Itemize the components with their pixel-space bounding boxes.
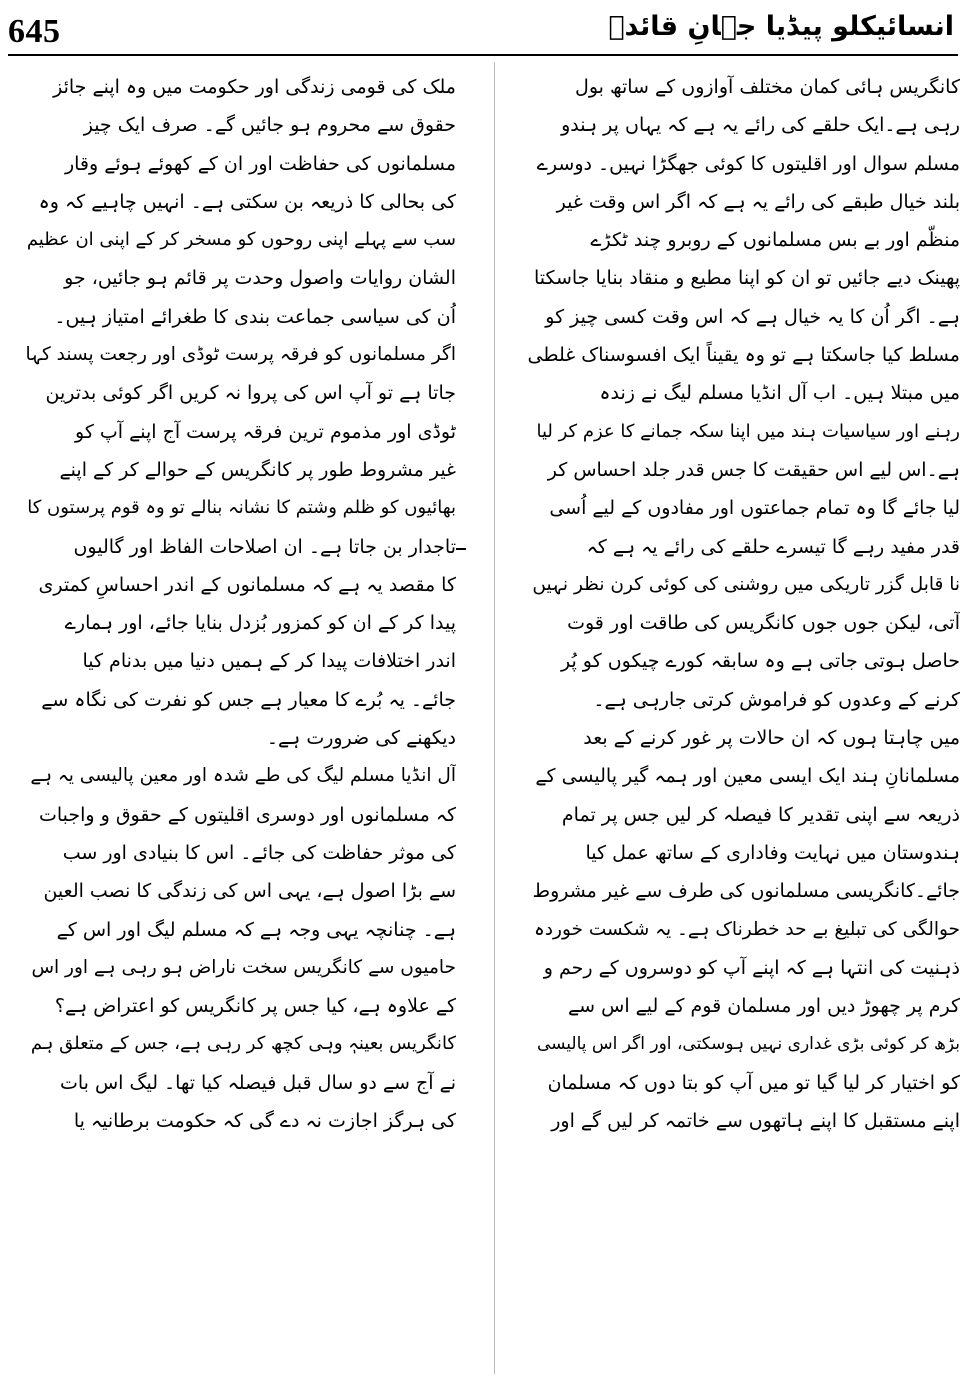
right-column-line: اپنے مستقبل کا اپنے ہاتھوں سے خاتمہ کر لیں گے اور xyxy=(551,1110,960,1133)
right-column-line: ذہنیت کی انتہا ہے کہ اپنے آپ کو دوسروں کے رحم و xyxy=(543,956,960,979)
page-header xyxy=(0,0,968,56)
header-rule xyxy=(8,54,958,56)
right-column-line: حاصل ہوتی جاتی ہے وہ سابقہ کورے چیکوں کو پُر xyxy=(561,650,960,673)
right-column-line: ہے۔اس لیے اس حقیقت کا جس قدر جلد احساس کر xyxy=(547,458,960,481)
right-column-line: رہنے اور سیاسیات ہند میں اپنا سکہ جمانے کا عزم کر لیا xyxy=(536,420,960,442)
right-column-line: قدر مفید رہے گا تیسرے حلقے کی رائے یہ ہے کہ xyxy=(586,535,960,558)
left-column-line: کی ہرگز اجازت نہ دے گی کہ حکومت برطانیہ یا xyxy=(73,1110,456,1133)
left-column-line: آل انڈیا مسلم لیگ کی طے شدہ اور معین پالیسی یہ ہے xyxy=(30,765,456,787)
left-column-line: کانگریس بعینہٖ وہی کچھ کر رہی ہے، جس کے متعلق ہم xyxy=(30,1033,456,1055)
left-column-line: نے آج سے دو سال قبل فیصلہ کیا تھا۔ لیگ اس بات xyxy=(59,1071,456,1094)
right-column-line: ہندوستان میں نہایت وفاداری کے ساتھ عمل کیا xyxy=(585,841,960,864)
right-column-line: مسلمانانِ ہند ایک ایسی معین اور ہمہ گیر پالیسی کے xyxy=(535,765,960,788)
right-column-line: ذریعہ سے اپنی تقدیر کا فیصلہ کر لیں جس پر تمام xyxy=(561,803,960,826)
column-divider xyxy=(494,62,495,1374)
left-column-line: کا مقصد یہ ہے کہ مسلمانوں کے اندر احساسِ کمتری xyxy=(38,573,456,596)
right-column-line: میں مبتلا ہیں۔ اب آل انڈیا مسلم لیگ نے زندہ xyxy=(599,382,960,405)
right-column-line: آتی، لیکن جوں جوں کانگریس کی طاقت اور قوت xyxy=(567,612,960,635)
right-column-line: بڑھ کر کوئی بڑی غداری نہیں ہوسکتی، اور اگر اس پالیسی xyxy=(536,1034,960,1055)
left-column-line: کہ مسلمانوں اور دوسری اقلیتوں کے حقوق و واجبات xyxy=(38,803,456,826)
left-column-line: ملک کی قومی زندگی اور حکومت میں وہ اپنے جائز xyxy=(53,76,456,98)
page-number: 645 xyxy=(8,13,61,50)
right-column-line: ہے۔ اگر اُن کا یہ خیال ہے کہ اس وقت کسی چیز کو xyxy=(545,305,960,328)
right-column-line: کو اختیار کر لیا گیا تو میں آپ کو بتا دوں کہ مسلمان xyxy=(547,1071,960,1094)
left-column-line: پیدا کر کے ان کو کمزور بُزدل بنایا جائے، اور ہمارے xyxy=(64,612,456,635)
right-column-line: حوالگی کی تبلیغ بے حد خطرناک ہے۔ یہ شکست خوردہ xyxy=(533,918,960,940)
left-column-line: ٹوڈی اور مذموم ترین فرقہ پرست آج اپنے آپ کو xyxy=(75,420,456,443)
left-column-line: تاجدار بن جاتا ہے۔ ان اصلاحات الفاظ اور گالیوں xyxy=(73,535,456,558)
left-column-line: اگر مسلمانوں کو فرقہ پرست ٹوڈی اور رجعت پسند کہا xyxy=(25,344,456,366)
left-column-line: اندر اختلافات پیدا کر کے ہمیں دنیا میں بدنام کیا xyxy=(82,650,456,673)
left-column-line: حامیوں سے کانگریس سخت ناراض ہو رہی ہے اور اس xyxy=(31,956,456,978)
right-column-line: مسلط کیا جاسکتا ہے تو وہ یقیناً ایک افسوسناک غلطی xyxy=(528,344,960,367)
right-column-line: بلند خیال طبقے کی رائے یہ ہے کہ اگر اس وقت غیر xyxy=(556,190,960,213)
left-column-line: حقوق سے محروم ہو جائیں گے۔ صرف ایک چیز xyxy=(83,114,456,137)
right-column-line: جائے۔کانگریسی مسلمانوں کی طرف سے غیر مشروط xyxy=(532,880,960,903)
left-column-line: سب سے پہلے اپنی روحوں کو مسخر کر کے اپنی ان عظیم xyxy=(26,229,456,251)
right-column-line: لیا جائے گا وہ تمام جماعتوں اور مفادوں کے لیے اُسی xyxy=(549,497,960,520)
left-column-line: غیر مشروط طور پر کانگریس کے حوالے کر کے اپنے xyxy=(59,458,456,481)
right-column-line: کانگریس ہائی کمان مختلف آوازوں کے ساتھ بول xyxy=(575,76,960,98)
left-column-line: دیکھنے کی ضرورت ہے۔ xyxy=(266,727,456,750)
running-title: انسائیکلو پیڈیا جہانِ قائدؒ xyxy=(608,11,954,42)
right-column-line: کرم پر چھوڑ دیں اور مسلمان قوم کے لیے اس سے xyxy=(568,995,960,1018)
left-column-line: کے علاوہ ہے، کیا جس پر کانگریس کو اعتراض ہے؟ xyxy=(54,995,456,1018)
margin-mark xyxy=(456,548,466,550)
left-column xyxy=(24,68,456,1140)
left-column-line: الشان روایات واصول وحدت پر قائم ہو جائیں، جو xyxy=(64,267,456,290)
left-column-line: مسلمانوں کی حفاظت اور ان کے کھوئے ہوئے وقار xyxy=(64,152,456,175)
right-column-line: پھینک دیے جائیں تو ان کو اپنا مطیع و منقاد بنایا جاسکتا xyxy=(533,267,960,290)
left-column-line: جاتا ہے تو آپ اس کی پروا نہ کریں اگر کوئی بدترین xyxy=(45,382,456,405)
left-column-line: کی موثر حفاظت کی جائے۔ اس کا بنیادی اور سب xyxy=(62,841,456,864)
left-column-line: جائے۔ یہ بُرے کا معیار ہے جس کو نفرت کی نگاہ سے xyxy=(41,688,456,711)
left-column-line: ہے۔ چنانچہ یہی وجہ ہے کہ مسلم لیگ اور اس کے xyxy=(56,918,456,941)
right-column-line: نا قابل گزر تاریکی میں روشنی کی کوئی کرن نظر نہیں xyxy=(532,573,960,595)
left-column-line: کی بحالی کا ذریعہ بن سکتی ہے۔ انہیں چاہیے کہ وہ xyxy=(38,190,456,213)
right-column-line: رہی ہے۔ایک حلقے کی رائے یہ ہے کہ یہاں پر ہندو xyxy=(561,114,960,137)
right-column-line: کرنے کے وعدوں کو فراموش کرتی جارہی ہے۔ xyxy=(593,688,960,711)
right-column-line: میں چاہتا ہوں کہ ان حالات پر غور کرنے کے بعد xyxy=(583,727,960,750)
right-column-line: منظّم اور بے بس مسلمانوں کے روبرو چند ٹکڑے xyxy=(590,229,960,252)
right-column-line: مسلم سوال اور اقلیتوں کا کوئی جھگڑا نہیں۔ دوسرے xyxy=(536,152,960,175)
left-column-line: بھائیوں کو ظلم وشتم کا نشانہ بنالے تو وہ قوم پرستوں کا xyxy=(27,497,456,519)
right-column xyxy=(528,68,960,1140)
left-column-line: اُن کی سیاسی جماعت بندی کا طغرائے امتیاز ہیں۔ xyxy=(54,305,456,328)
left-column-line: سے بڑا اصول ہے، یہی اس کی زندگی کا نصب العین xyxy=(43,880,456,903)
